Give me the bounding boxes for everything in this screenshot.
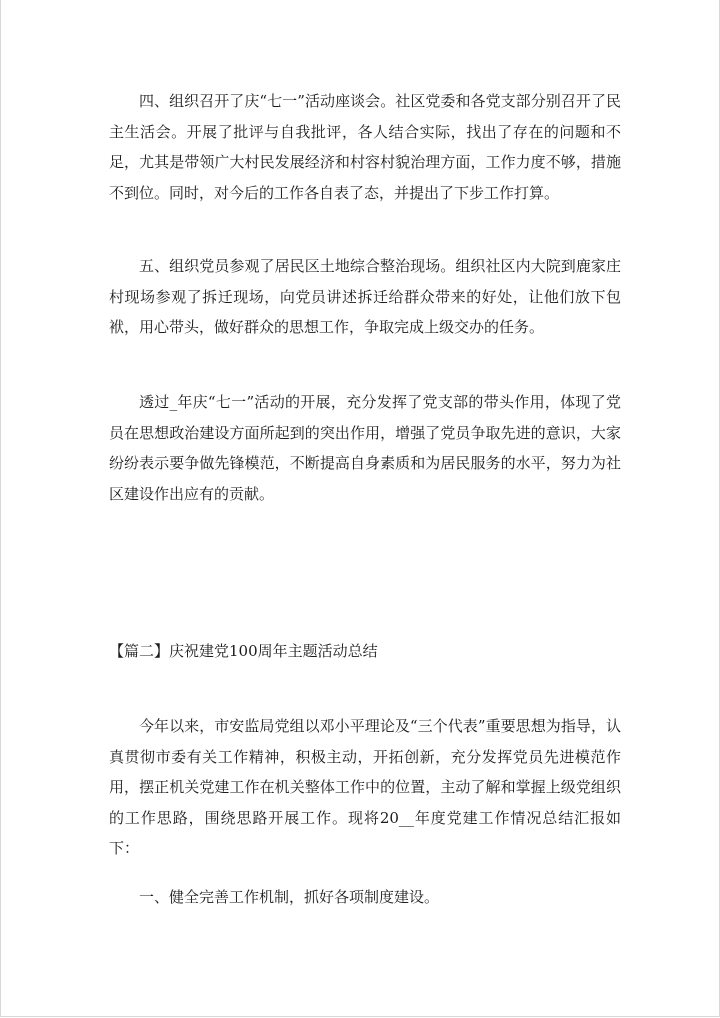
section-item-1: 一、健全完善工作机制，抓好各项制度建设。 (139, 888, 440, 906)
paragraph-symposium: 四、组织召开了庆“七一”活动座谈会。社区党委和各党支部分别召开了民主生活会。开展了批评与自我批评，各人结合实际，找出了存在的问题和不足，尤其是带领广大村民发展经济和村容村貌治理方面，工作力度不够，措施不到位。同时，对今后的工作各自表了态，并提出了下步工作打算。 (109, 92, 621, 202)
paragraph-summary: 透过_年庆“七一”活动的开展，充分发挥了党支部的带头作用，体现了党员在思想政治建设方面所起到的突出作用，增强了党员争取先进的意识，大家纷纷表示要争做先锋模范，不断提高自身素质和为居民服务的水平，努力为社区建设作出应有的贡献。 (109, 393, 621, 503)
section-title: 【篇二】庆祝建党100周年主题活动总结 (109, 642, 378, 660)
paragraph-site-visit: 五、组织党员参观了居民区土地综合整治现场。组织社区内大院到鹿家庄村现场参观了拆迁现场，向党员讲述拆迁给群众带来的好处，让他们放下包袱，用心带头，做好群众的思想工作，争取完成上级交办的任务。 (109, 257, 621, 336)
paragraph-intro: 今年以来，市安监局党组以邓小平理论及“三个代表”重要思想为指导，认真贯彻市委有关工作精神，积极主动，开拓创新，充分发挥党员先进模范作用，摆正机关党建工作在机关整体工作中的位置，主动了解和掌握上级党组织的工作思路，围绕思路开展工作。现将20__年度党建工作情况总结汇报如下： (109, 717, 621, 857)
